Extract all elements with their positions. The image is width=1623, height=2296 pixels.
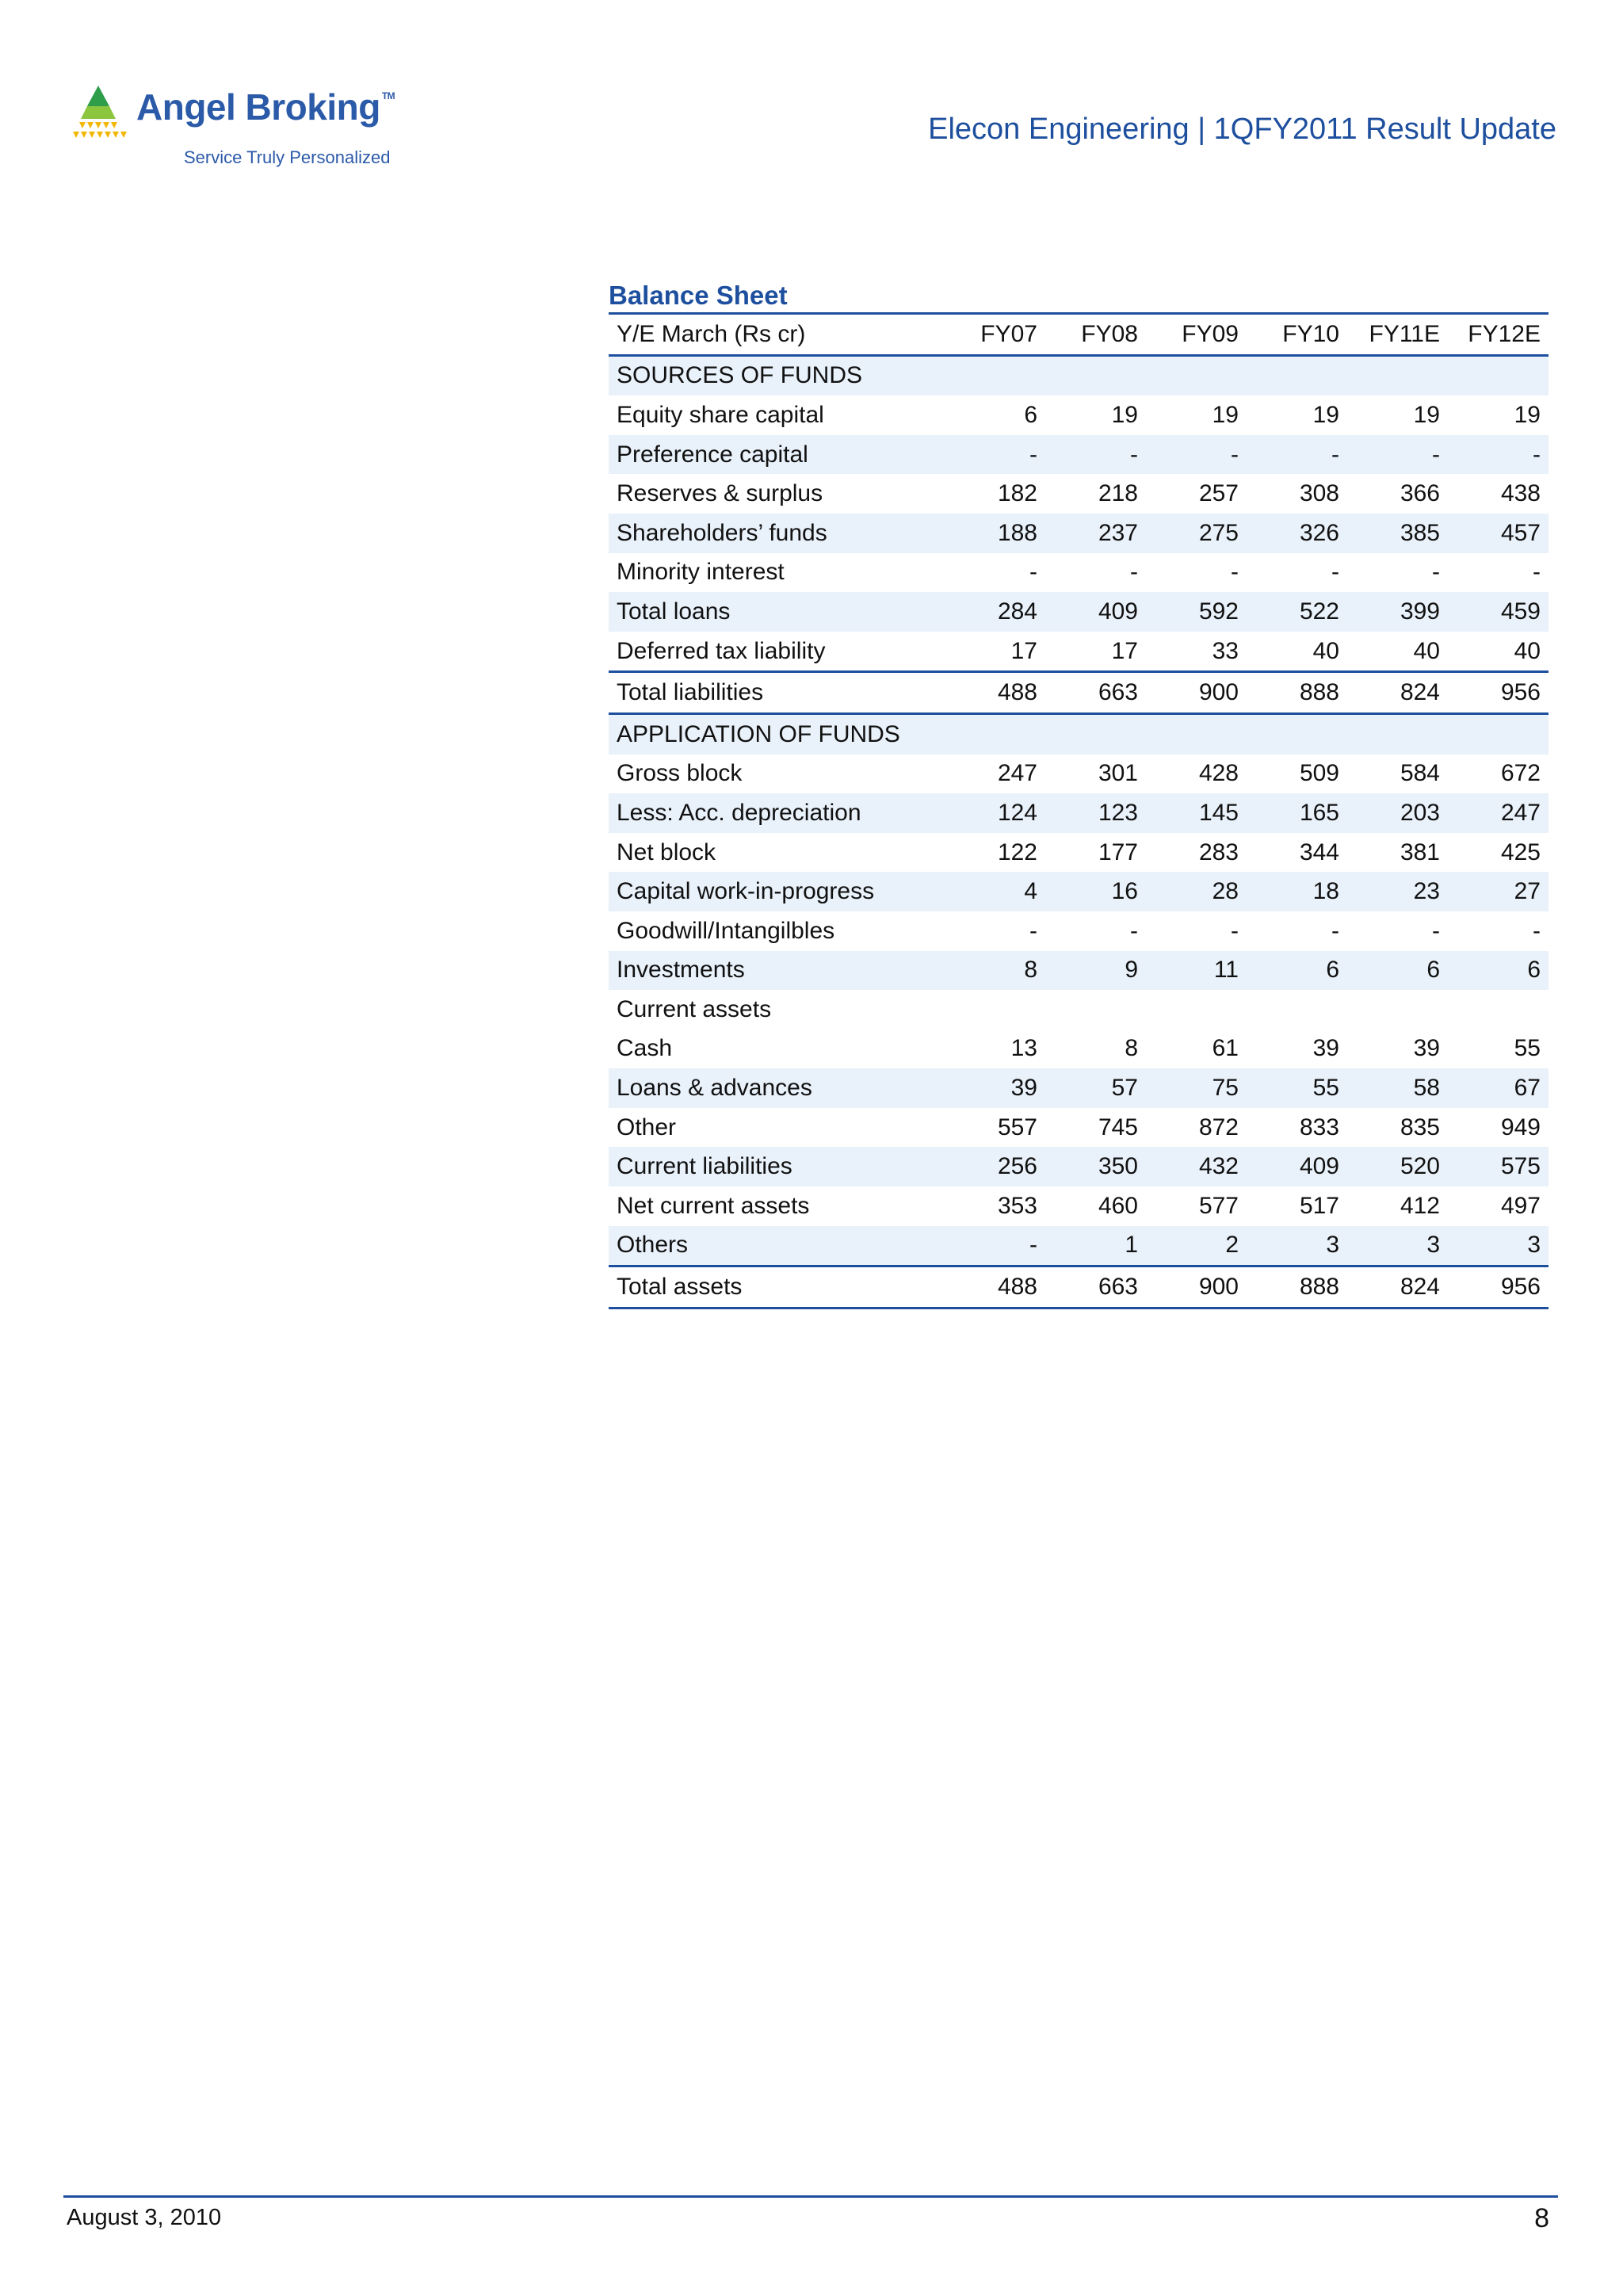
table-cell: 57 bbox=[1111, 1075, 1138, 1102]
table-cell: 3 bbox=[1527, 1232, 1541, 1259]
row-label: Total liabilities bbox=[617, 679, 764, 706]
logo-wordmark: Angel Broking ™ bbox=[136, 86, 395, 128]
table-row bbox=[609, 713, 1549, 754]
table-cell bbox=[1448, 355, 1549, 395]
table-row bbox=[609, 592, 1549, 632]
row-label: Cash bbox=[617, 1035, 673, 1062]
table-cell: 283 bbox=[1198, 839, 1239, 865]
table-cell: 6 bbox=[1326, 957, 1339, 984]
footer-divider bbox=[63, 2195, 1558, 2198]
table-row bbox=[609, 355, 1549, 395]
row-label: Capital work-in-progress bbox=[617, 878, 875, 905]
table-cell: 900 bbox=[1198, 1274, 1239, 1301]
table-cell: 835 bbox=[1400, 1114, 1440, 1140]
table-cell: 27 bbox=[1514, 878, 1541, 905]
row-label: Loans & advances bbox=[617, 1075, 812, 1102]
table-cell: 6 bbox=[1024, 401, 1037, 428]
table-cell: 55 bbox=[1514, 1035, 1541, 1062]
table-cell: 247 bbox=[997, 760, 1037, 787]
row-label: Current assets bbox=[617, 995, 772, 1022]
balance-sheet-title: Balance Sheet bbox=[609, 281, 788, 310]
table-cell: 39 bbox=[1413, 1035, 1440, 1062]
table-row bbox=[609, 911, 1549, 951]
table-cell: 122 bbox=[997, 839, 1037, 865]
table-cell: 833 bbox=[1299, 1114, 1339, 1140]
table-cell: 949 bbox=[1500, 1114, 1541, 1140]
table-cell bbox=[1448, 990, 1549, 1030]
table-cell bbox=[1146, 355, 1247, 395]
table-row bbox=[609, 474, 1549, 514]
table-cell: 6 bbox=[1527, 957, 1541, 984]
table-cell: 165 bbox=[1299, 799, 1339, 826]
row-label: Equity share capital bbox=[617, 401, 824, 428]
row-label: Investments bbox=[617, 957, 745, 984]
table-cell: - bbox=[1331, 917, 1339, 944]
table-cell: 308 bbox=[1299, 480, 1339, 507]
table-cell: 18 bbox=[1312, 878, 1339, 905]
table-row bbox=[609, 672, 1549, 714]
table-cell bbox=[1347, 355, 1448, 395]
table-cell: 350 bbox=[1098, 1153, 1138, 1180]
logo-tagline: Service Truly Personalized bbox=[184, 147, 391, 167]
table-cell: 61 bbox=[1212, 1035, 1239, 1062]
table-cell: - bbox=[1130, 917, 1138, 944]
column-header: FY09 bbox=[1182, 320, 1239, 347]
triangle-logo-icon bbox=[68, 86, 128, 146]
table-cell: 247 bbox=[1500, 799, 1541, 826]
table-cell: 257 bbox=[1198, 480, 1239, 507]
table-cell: - bbox=[1533, 559, 1541, 586]
table-cell: 428 bbox=[1198, 760, 1239, 787]
table-row bbox=[609, 951, 1549, 991]
table-row bbox=[609, 1266, 1549, 1308]
table-cell: 381 bbox=[1400, 839, 1440, 865]
table-cell: 385 bbox=[1400, 519, 1440, 546]
table-row bbox=[609, 1226, 1549, 1266]
table-cell: 19 bbox=[1111, 401, 1138, 428]
table-cell: 19 bbox=[1413, 401, 1440, 428]
table-cell: 353 bbox=[997, 1192, 1037, 1219]
table-cell: 557 bbox=[997, 1114, 1037, 1140]
table-cell: - bbox=[1231, 441, 1239, 468]
table-cell bbox=[1448, 713, 1549, 754]
table-cell: 284 bbox=[997, 598, 1037, 625]
table-row bbox=[609, 793, 1549, 833]
table-cell: 19 bbox=[1514, 401, 1541, 428]
column-header: FY11E bbox=[1369, 320, 1440, 347]
table-cell: 497 bbox=[1500, 1192, 1541, 1219]
table-cell: 459 bbox=[1500, 598, 1541, 625]
row-label: APPLICATION OF FUNDS bbox=[617, 720, 900, 747]
table-cell: 75 bbox=[1212, 1075, 1239, 1102]
table-row bbox=[609, 1030, 1549, 1069]
table-cell: 412 bbox=[1400, 1192, 1440, 1219]
table-cell: 218 bbox=[1098, 480, 1138, 507]
table-cell: 8 bbox=[1024, 957, 1037, 984]
table-cell: 488 bbox=[997, 1274, 1037, 1301]
row-label: Total assets bbox=[617, 1274, 743, 1301]
table-cell: 182 bbox=[997, 480, 1037, 507]
table-row bbox=[609, 833, 1549, 873]
row-label: Reserves & surplus bbox=[617, 480, 823, 507]
table-cell: 592 bbox=[1198, 598, 1239, 625]
table-cell: - bbox=[1029, 559, 1037, 586]
table-cell: 399 bbox=[1400, 598, 1440, 625]
table-cell: 39 bbox=[1010, 1075, 1037, 1102]
table-cell: 11 bbox=[1213, 957, 1239, 984]
row-label: SOURCES OF FUNDS bbox=[617, 362, 863, 389]
row-label: Deferred tax liability bbox=[617, 637, 826, 664]
table-cell: 23 bbox=[1413, 878, 1440, 905]
report-title: Elecon Engineering | 1QFY2011 Result Update bbox=[928, 113, 1556, 146]
table-cell: 326 bbox=[1299, 519, 1339, 546]
table-cell: 584 bbox=[1400, 760, 1440, 787]
table-cell: 509 bbox=[1299, 760, 1339, 787]
table-cell: 438 bbox=[1500, 480, 1541, 507]
table-cell: 16 bbox=[1111, 878, 1138, 905]
table-cell: 17 bbox=[1111, 637, 1138, 664]
table-cell: 9 bbox=[1125, 957, 1138, 984]
row-label: Net block bbox=[617, 839, 716, 865]
table-cell: - bbox=[1533, 441, 1541, 468]
table-cell: 67 bbox=[1514, 1075, 1541, 1102]
table-cell: 522 bbox=[1299, 598, 1339, 625]
table-cell: 344 bbox=[1299, 839, 1339, 865]
table-row bbox=[609, 514, 1549, 553]
row-label: Shareholders’ funds bbox=[617, 519, 827, 546]
table-cell: 488 bbox=[997, 679, 1037, 706]
table-cell: 575 bbox=[1500, 1153, 1541, 1180]
table-cell: - bbox=[1331, 559, 1339, 586]
table-row bbox=[609, 872, 1549, 911]
table-cell bbox=[1045, 990, 1146, 1030]
table-cell: 460 bbox=[1098, 1192, 1138, 1219]
row-label: Current liabilities bbox=[617, 1153, 792, 1180]
table-cell: 275 bbox=[1198, 519, 1239, 546]
table-cell: 409 bbox=[1299, 1153, 1339, 1180]
balance-sheet-table bbox=[609, 312, 1549, 1309]
table-row bbox=[609, 435, 1549, 475]
row-label: Total loans bbox=[617, 598, 731, 625]
table-cell bbox=[1045, 713, 1146, 754]
table-cell bbox=[945, 713, 1045, 754]
column-header: FY10 bbox=[1282, 320, 1339, 347]
table-cell: - bbox=[1533, 917, 1541, 944]
table-cell: 6 bbox=[1426, 957, 1440, 984]
table-row bbox=[609, 553, 1549, 593]
table-cell: 33 bbox=[1212, 637, 1239, 664]
table-cell: 432 bbox=[1198, 1153, 1239, 1180]
table-cell: 40 bbox=[1413, 637, 1440, 664]
table-cell bbox=[1146, 990, 1247, 1030]
table-cell bbox=[1146, 713, 1247, 754]
table-cell: 39 bbox=[1312, 1035, 1339, 1062]
row-label: Preference capital bbox=[617, 441, 808, 468]
table-cell bbox=[1247, 990, 1347, 1030]
balance-sheet-body bbox=[609, 355, 1549, 1308]
table-cell: 888 bbox=[1299, 679, 1339, 706]
table-cell bbox=[1045, 355, 1146, 395]
table-row bbox=[609, 990, 1549, 1030]
table-cell: 17 bbox=[1010, 637, 1037, 664]
row-label: Other bbox=[617, 1114, 677, 1140]
table-cell: 2 bbox=[1225, 1232, 1239, 1259]
table-cell: - bbox=[1029, 1232, 1037, 1259]
column-header: Y/E March (Rs cr) bbox=[617, 320, 806, 347]
table-row bbox=[609, 632, 1549, 672]
angel-broking-logo bbox=[68, 86, 401, 173]
table-cell: 301 bbox=[1098, 760, 1138, 787]
table-cell: - bbox=[1231, 917, 1239, 944]
row-label: Minority interest bbox=[617, 559, 785, 586]
table-cell: 124 bbox=[997, 799, 1037, 826]
table-cell: 40 bbox=[1312, 637, 1339, 664]
table-cell: 900 bbox=[1198, 679, 1239, 706]
table-row bbox=[609, 395, 1549, 435]
table-cell: 824 bbox=[1400, 1274, 1440, 1301]
table-cell: 425 bbox=[1500, 839, 1541, 865]
table-cell: 188 bbox=[997, 519, 1037, 546]
table-cell: 256 bbox=[997, 1153, 1037, 1180]
table-cell: - bbox=[1130, 441, 1138, 468]
table-cell: 520 bbox=[1400, 1153, 1440, 1180]
table-cell: 3 bbox=[1426, 1232, 1440, 1259]
table-cell: - bbox=[1029, 917, 1037, 944]
row-label: Gross block bbox=[617, 760, 743, 787]
page-number: 8 bbox=[1534, 2203, 1549, 2233]
table-cell bbox=[945, 355, 1045, 395]
table-cell: 577 bbox=[1198, 1192, 1239, 1219]
table-cell: - bbox=[1432, 441, 1440, 468]
table-cell: - bbox=[1231, 559, 1239, 586]
table-cell: 19 bbox=[1312, 401, 1339, 428]
table-cell: 663 bbox=[1098, 1274, 1138, 1301]
table-cell: 4 bbox=[1024, 878, 1037, 905]
table-cell: 123 bbox=[1098, 799, 1138, 826]
table-cell bbox=[1347, 713, 1448, 754]
table-cell: 956 bbox=[1500, 679, 1541, 706]
table-cell: - bbox=[1331, 441, 1339, 468]
row-label: Goodwill/Intangilbles bbox=[617, 917, 835, 944]
table-cell: 888 bbox=[1299, 1274, 1339, 1301]
table-row bbox=[609, 1186, 1549, 1226]
table-cell: 40 bbox=[1514, 637, 1541, 664]
table-cell: - bbox=[1029, 441, 1037, 468]
row-label: Others bbox=[617, 1232, 689, 1259]
row-label: Net current assets bbox=[617, 1192, 810, 1219]
table-cell: - bbox=[1432, 559, 1440, 586]
table-cell: 145 bbox=[1198, 799, 1239, 826]
table-cell: 1 bbox=[1125, 1232, 1138, 1259]
table-cell: 8 bbox=[1125, 1035, 1138, 1062]
table-cell bbox=[1347, 990, 1448, 1030]
table-cell: 58 bbox=[1413, 1075, 1440, 1102]
table-row bbox=[609, 1108, 1549, 1148]
table-cell: 13 bbox=[1010, 1035, 1037, 1062]
table-cell: 3 bbox=[1326, 1232, 1339, 1259]
table-header-row bbox=[609, 314, 1549, 356]
table-cell: 457 bbox=[1500, 519, 1541, 546]
table-row bbox=[609, 1068, 1549, 1108]
table-cell: 663 bbox=[1098, 679, 1138, 706]
column-header: FY07 bbox=[980, 320, 1037, 347]
table-cell: 55 bbox=[1312, 1075, 1339, 1102]
row-label: Less: Acc. depreciation bbox=[617, 799, 861, 826]
table-cell: 956 bbox=[1500, 1274, 1541, 1301]
table-cell: - bbox=[1130, 559, 1138, 586]
table-cell: 19 bbox=[1212, 401, 1239, 428]
table-cell: 872 bbox=[1198, 1114, 1239, 1140]
table-cell: 237 bbox=[1098, 519, 1138, 546]
table-cell: 672 bbox=[1500, 760, 1541, 787]
table-cell: 177 bbox=[1098, 839, 1138, 865]
footer-date: August 3, 2010 bbox=[67, 2205, 222, 2230]
table-cell bbox=[945, 990, 1045, 1030]
trademark-mark: TM bbox=[381, 90, 395, 101]
table-cell bbox=[1247, 713, 1347, 754]
table-cell bbox=[1247, 355, 1347, 395]
column-header: FY08 bbox=[1081, 320, 1138, 347]
table-cell: 203 bbox=[1400, 799, 1440, 826]
table-cell: 366 bbox=[1400, 480, 1440, 507]
table-cell: 824 bbox=[1400, 679, 1440, 706]
table-cell: 745 bbox=[1098, 1114, 1138, 1140]
table-cell: 28 bbox=[1212, 878, 1239, 905]
table-row bbox=[609, 1147, 1549, 1186]
table-row bbox=[609, 755, 1549, 794]
table-cell: 409 bbox=[1098, 598, 1138, 625]
balance-sheet-section bbox=[609, 279, 1549, 1309]
table-cell: 517 bbox=[1299, 1192, 1339, 1219]
table-cell: - bbox=[1432, 917, 1440, 944]
column-header: FY12E bbox=[1468, 320, 1541, 347]
